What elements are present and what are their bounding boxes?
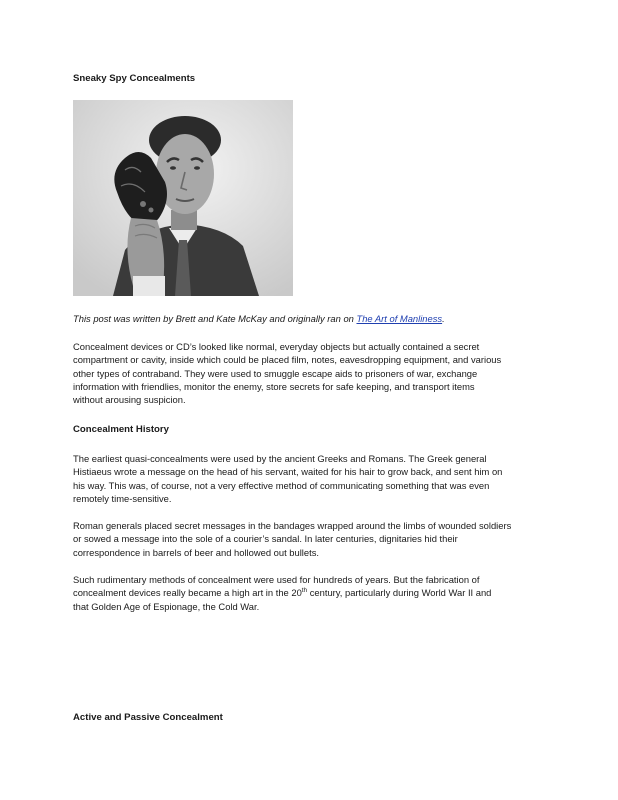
intro-line: compartment or cavity, inside which could be placed film, notes, eavesdropping equipment, and various <box>73 354 502 366</box>
history-paragraph-3 <box>73 573 553 613</box>
intro-paragraph <box>73 340 553 406</box>
section-heading-active-passive: Active and Passive Concealment <box>73 712 223 723</box>
paragraph-line: remotely time-sensitive. <box>73 492 172 504</box>
paragraph-line: or sowed a message into the sole of a courier’s sandal. In later centuries, dignitaries hid their <box>73 533 458 545</box>
byline-suffix: . <box>442 313 445 324</box>
page-title: Sneaky Spy Concealments <box>73 73 196 84</box>
history-paragraph-1 <box>73 452 553 505</box>
intro-line: Concealment devices or CD’s looked like normal, everyday objects but actually contained a secret <box>73 341 480 352</box>
superscript: th <box>301 587 308 595</box>
photo-image <box>73 100 293 296</box>
paragraph-line: Such rudimentary methods of concealment were used for hundreds of years. But the fabrication of <box>73 574 480 585</box>
section-heading-history: Concealment History <box>73 424 169 435</box>
paragraph-line: his way. This was, of course, not a very effective method of communicating something that was even <box>73 479 490 491</box>
line-text: concealment devices really became a high art in the 20 <box>73 587 302 599</box>
art-of-manliness-link[interactable]: The Art of Manliness <box>356 313 443 324</box>
byline <box>73 313 445 324</box>
paragraph-line: Roman generals placed secret messages in the bandages wrapped around the limbs of wounded soldiers <box>73 520 512 531</box>
byline-prefix: This post was written by Brett and Kate McKay and originally ran on <box>73 313 357 324</box>
shoe-phone-photo <box>73 100 293 296</box>
history-paragraph-2 <box>73 519 553 559</box>
intro-line: information with friendlies, monitor the enemy, store secrets for safe keeping, and transport items <box>73 380 475 392</box>
intro-line: other types of contraband. They were used to smuggle escape aids to prisoners of war, exchange <box>73 367 478 379</box>
paragraph-line: Histiaeus wrote a message on the head of his servant, waited for his hair to grow back, and sent him on <box>73 466 503 478</box>
intro-line: without arousing suspicion. <box>73 394 186 406</box>
paragraph-line: The earliest quasi-concealments were used by the ancient Greeks and Romans. The Greek general <box>73 453 487 464</box>
paragraph-line: correspondence in barrels of beer and hollowed out bullets. <box>73 546 319 558</box>
paragraph-line: that Golden Age of Espionage, the Cold War. <box>73 600 260 612</box>
paragraph-line <box>73 586 553 599</box>
line-text: century, particularly during World War II and <box>307 587 492 599</box>
